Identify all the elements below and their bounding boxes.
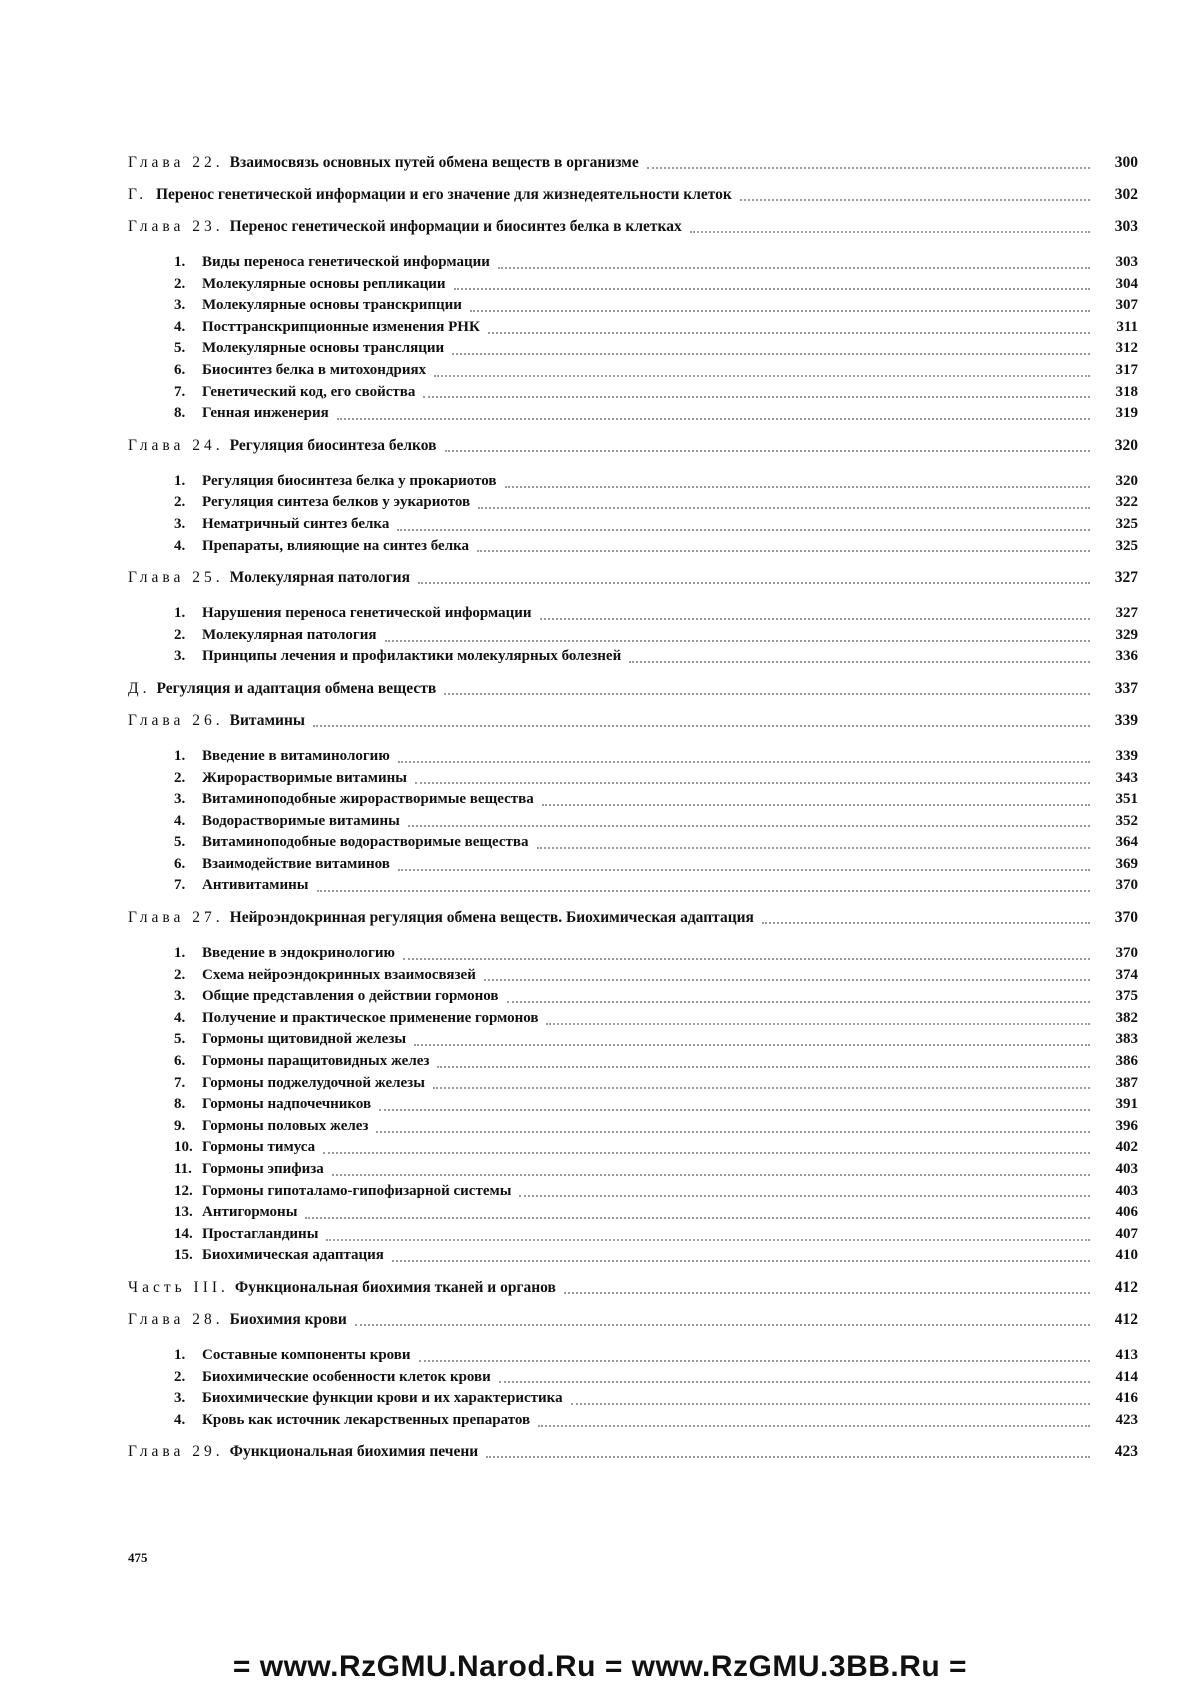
toc-entry-number: 4. (174, 537, 186, 554)
toc-item-row (128, 1410, 1138, 1432)
toc-entry-number: 11. (174, 1161, 192, 1177)
dot-leader (498, 257, 1090, 269)
dot-leader (305, 1207, 1090, 1219)
toc-entry-number: 4. (174, 812, 186, 829)
toc-chapter-row (128, 1441, 1138, 1463)
toc-entry-number: 6. (174, 1053, 186, 1070)
toc-item-row (128, 746, 1138, 768)
toc-entry-number: 5. (174, 340, 186, 357)
toc-entry-title: Перенос генетической информации и его значение для жизнедеятельности клеток (156, 186, 732, 203)
toc-item-row (128, 403, 1138, 425)
toc-item-row (128, 1181, 1138, 1203)
dot-leader (546, 1013, 1090, 1025)
dot-leader (499, 1371, 1090, 1383)
dot-leader (326, 1229, 1090, 1241)
toc-entry-title: Нейроэндокринная регуляция обмена веществ. Биохимическая адаптация (229, 909, 754, 927)
dot-leader (398, 859, 1090, 871)
toc-entry-number: Глава 28. (128, 1310, 224, 1328)
toc-entry-number: 2. (174, 626, 186, 643)
toc-item-row (128, 1202, 1138, 1224)
toc-entry-title: Регуляция синтеза белков у эукариотов (202, 494, 471, 511)
toc-page-number: 364 (1115, 834, 1138, 851)
toc-entry-title: Жирорастворимые витамины (202, 769, 408, 786)
dot-leader (537, 837, 1091, 849)
toc-chapter-row (128, 184, 1138, 206)
toc-entry-title: Генетический код, его свойства (202, 383, 416, 400)
dot-leader (444, 683, 1090, 695)
website-banner: = www.RzGMU.Narod.Ru = www.RzGMU.3BB.Ru = (232, 1650, 968, 1683)
toc-page-number: 423 (1114, 1443, 1138, 1461)
toc-page-number: 325 (1115, 537, 1138, 554)
dot-leader (488, 322, 1090, 334)
dot-leader (379, 1099, 1090, 1111)
dot-leader (332, 1164, 1090, 1176)
toc-item-row (128, 768, 1138, 790)
toc-item-row (128, 252, 1138, 274)
toc-item-row (128, 943, 1138, 965)
table-of-contents (128, 152, 1138, 1463)
toc-entry-number: 1. (174, 747, 186, 764)
toc-entry-title: Введение в эндокринологию (202, 945, 395, 962)
toc-item-row (128, 875, 1138, 897)
toc-entry-number: 3. (174, 791, 186, 808)
toc-entry-number: 3. (174, 988, 186, 1005)
dot-leader (323, 1142, 1090, 1154)
toc-page-number: 403 (1115, 1161, 1138, 1177)
toc-entry-number: 10. (174, 1139, 193, 1156)
toc-entry-title: Нарушения переноса генетической информации (202, 605, 532, 622)
toc-page-number: 412 (1114, 1310, 1138, 1328)
toc-item-row (128, 1367, 1138, 1389)
toc-page-number: 300 (1114, 154, 1138, 171)
toc-item-row (128, 360, 1138, 382)
toc-page-number: 382 (1115, 1009, 1138, 1026)
dot-leader (418, 572, 1090, 584)
toc-entry-number: 2. (174, 966, 186, 983)
toc-item-row (128, 1116, 1138, 1138)
dot-leader (740, 189, 1090, 201)
toc-entry-number: 9. (174, 1117, 186, 1134)
toc-entry-title: Молекулярная патология (202, 626, 377, 643)
toc-entry-title: Простагландины (202, 1225, 319, 1242)
dot-leader (433, 1077, 1090, 1089)
toc-entry-title: Функциональная биохимия печени (229, 1443, 479, 1461)
toc-item-row (128, 492, 1138, 514)
toc-entry-title: Биохимия крови (229, 1310, 347, 1328)
toc-entry-number: 1. (174, 605, 186, 622)
dot-leader (564, 1282, 1090, 1294)
toc-page-number: 406 (1115, 1204, 1138, 1221)
toc-entry-number: 3. (174, 648, 186, 665)
dot-leader (385, 630, 1091, 642)
dot-leader (355, 1314, 1090, 1326)
toc-page-number: 410 (1115, 1247, 1138, 1264)
toc-item-row (128, 1094, 1138, 1116)
toc-page-number: 320 (1115, 472, 1138, 489)
toc-entry-number: 3. (174, 1390, 186, 1407)
toc-item-row (128, 295, 1138, 317)
dot-leader (434, 365, 1090, 377)
toc-page-number: 369 (1115, 855, 1138, 872)
toc-entry-title: Молекулярные основы трансляции (202, 340, 445, 357)
toc-entry-title: Получение и практическое применение гормонов (202, 1009, 539, 1026)
toc-entry-title: Взаимосвязь основных путей обмена веществ в организме (229, 154, 639, 171)
toc-page-number: 339 (1115, 747, 1138, 764)
toc-entry-title: Составные компоненты крови (202, 1346, 411, 1363)
toc-entry-number: Глава 24. (128, 436, 224, 454)
toc-entry-title: Взаимодействие витаминов (202, 855, 390, 872)
toc-page-number: 303 (1114, 218, 1138, 235)
toc-entry-number: 14. (174, 1225, 193, 1242)
toc-page-number: 336 (1115, 648, 1138, 665)
dot-leader (392, 1250, 1090, 1262)
page-number: 475 (128, 1550, 148, 1565)
toc-entry-title: Гормоны эпифиза (202, 1161, 324, 1177)
toc-page-number: 423 (1115, 1411, 1138, 1428)
toc-entry-title: Генная инженерия (202, 405, 329, 422)
toc-page-number: 327 (1115, 605, 1138, 622)
toc-page-number: 320 (1114, 436, 1138, 454)
toc-chapter-row (128, 710, 1138, 732)
toc-page-number: 412 (1114, 1278, 1138, 1296)
toc-entry-number: 2. (174, 769, 186, 786)
dot-leader (540, 608, 1090, 620)
toc-entry-number: 4. (174, 1411, 186, 1428)
toc-entry-title: Перенос генетической информации и биосинтез белка в клетках (229, 218, 682, 235)
toc-item-row (128, 317, 1138, 339)
dot-leader (423, 386, 1090, 398)
toc-page-number: 319 (1115, 405, 1138, 422)
toc-page-number: 396 (1115, 1117, 1138, 1134)
toc-entry-number: 4. (174, 318, 186, 335)
toc-entry-number: 6. (174, 361, 186, 378)
toc-item-row (128, 603, 1138, 625)
toc-entry-number: 1. (174, 472, 186, 489)
toc-page-number: 318 (1115, 383, 1138, 400)
toc-item-row (128, 625, 1138, 647)
toc-item-row (128, 274, 1138, 296)
toc-entry-title: Молекулярные основы транскрипции (202, 297, 462, 314)
toc-item-row (128, 1388, 1138, 1410)
toc-page-number: 307 (1115, 297, 1138, 314)
toc-item-row (128, 965, 1138, 987)
toc-page-number: 383 (1115, 1031, 1138, 1048)
toc-chapter-row (128, 567, 1138, 589)
toc-item-row (128, 832, 1138, 854)
toc-chapter-row (128, 216, 1138, 238)
toc-entry-number: 3. (174, 515, 186, 532)
toc-item-row (128, 1137, 1138, 1159)
toc-entry-title: Гормоны тимуса (202, 1139, 316, 1156)
toc-page-number: 317 (1115, 361, 1138, 378)
toc-item-row (128, 986, 1138, 1008)
dot-leader (538, 1415, 1090, 1427)
toc-entry-number: 5. (174, 1031, 186, 1048)
toc-entry-title: Молекулярная патология (229, 569, 410, 587)
toc-entry-title: Биохимическая адаптация (202, 1247, 384, 1264)
toc-page-number: 351 (1115, 791, 1138, 808)
toc-item-row (128, 1159, 1138, 1181)
dot-leader (484, 969, 1090, 981)
dot-leader (419, 1350, 1090, 1362)
toc-entry-number: 2. (174, 1368, 186, 1385)
toc-chapter-row (128, 435, 1138, 457)
toc-item-row (128, 514, 1138, 536)
dot-leader (408, 815, 1090, 827)
toc-entry-number: 1. (174, 945, 186, 962)
dot-leader (398, 751, 1090, 763)
toc-entry-title: Гормоны надпочечников (202, 1096, 372, 1113)
toc-entry-title: Витамины (229, 711, 305, 729)
toc-entry-number: 13. (174, 1204, 193, 1221)
dot-leader (542, 794, 1090, 806)
toc-page-number: 311 (1116, 318, 1138, 335)
toc-item-row (128, 1345, 1138, 1367)
toc-entry-number: 7. (174, 877, 186, 894)
dot-leader (452, 343, 1090, 355)
toc-entry-number: 4. (174, 1009, 186, 1026)
toc-entry-number: Глава 26. (128, 711, 224, 729)
toc-page-number: 329 (1115, 626, 1138, 643)
toc-page-number: 391 (1115, 1096, 1138, 1113)
toc-entry-title: Биосинтез белка в митохондриях (202, 361, 427, 378)
toc-item-row (128, 471, 1138, 493)
toc-entry-title: Биохимические функции крови и их характеристика (202, 1390, 563, 1407)
toc-page-number: 416 (1115, 1390, 1138, 1407)
toc-entry-number: 8. (174, 405, 186, 422)
toc-entry-title: Молекулярные основы репликации (202, 275, 446, 292)
toc-item-row (128, 338, 1138, 360)
toc-chapter-row (128, 1277, 1138, 1299)
toc-entry-title: Биохимические особенности клеток крови (202, 1368, 491, 1385)
dot-leader (478, 497, 1090, 509)
toc-entry-title: Антивитамины (202, 877, 309, 894)
toc-item-row (128, 854, 1138, 876)
toc-item-row (128, 1073, 1138, 1095)
toc-page-number: 403 (1115, 1182, 1138, 1199)
toc-page-number: 386 (1115, 1053, 1138, 1070)
dot-leader (762, 912, 1090, 924)
dot-leader (415, 772, 1090, 784)
toc-entry-title: Гормоны паращитовидных желез (202, 1053, 430, 1070)
dot-leader (454, 278, 1090, 290)
toc-page-number: 375 (1115, 988, 1138, 1005)
toc-entry-title: Виды переноса генетической информации (202, 254, 490, 270)
toc-page-number: 304 (1115, 275, 1138, 292)
dot-leader (403, 948, 1090, 960)
dot-leader (571, 1393, 1090, 1405)
toc-entry-title: Гормоны гипоталамо-гипофизарной системы (202, 1182, 512, 1199)
toc-entry-title: Антигормоны (202, 1204, 298, 1221)
dot-leader (477, 540, 1090, 552)
toc-entry-number: Глава 25. (128, 569, 224, 587)
toc-item-row (128, 1029, 1138, 1051)
toc-entry-number: Часть III. (128, 1278, 229, 1296)
toc-page-number: 370 (1114, 909, 1138, 927)
toc-entry-title: Регуляция биосинтеза белков (229, 436, 437, 454)
dot-leader (647, 157, 1090, 169)
toc-entry-number: Глава 29. (128, 1443, 224, 1461)
toc-chapter-row (128, 1309, 1138, 1331)
dot-leader (437, 1056, 1090, 1068)
toc-entry-number: Глава 27. (128, 909, 224, 927)
toc-page-number: 322 (1115, 494, 1138, 511)
toc-entry-number: Глава 22. (128, 154, 224, 171)
toc-entry-number: 1. (174, 254, 186, 270)
dot-leader (486, 1446, 1090, 1458)
toc-entry-number: 2. (174, 494, 186, 511)
toc-entry-number: 7. (174, 1074, 186, 1091)
toc-entry-title: Схема нейроэндокринных взаимосвязей (202, 966, 476, 983)
toc-page-number: 302 (1114, 186, 1138, 203)
toc-entry-title: Регуляция и адаптация обмена веществ (156, 679, 437, 697)
toc-entry-number: 6. (174, 855, 186, 872)
dot-leader (313, 715, 1090, 727)
toc-entry-title: Кровь как источник лекарственных препаратов (202, 1411, 531, 1428)
toc-page-number: 402 (1115, 1139, 1138, 1156)
toc-entry-number: 7. (174, 383, 186, 400)
toc-page-number: 413 (1115, 1346, 1138, 1363)
toc-page-number: 370 (1115, 945, 1138, 962)
toc-entry-number: 8. (174, 1096, 186, 1113)
toc-chapter-row (128, 152, 1138, 174)
toc-item-row (128, 1245, 1138, 1267)
toc-page-number: 327 (1114, 569, 1138, 587)
toc-entry-title: Гормоны поджелудочной железы (202, 1074, 425, 1091)
toc-item-row (128, 382, 1138, 404)
dot-leader (519, 1185, 1090, 1197)
toc-chapter-row (128, 907, 1138, 929)
toc-item-row (128, 536, 1138, 558)
toc-page-number: 374 (1115, 966, 1138, 983)
dot-leader (505, 476, 1090, 488)
toc-entry-number: 2. (174, 275, 186, 292)
toc-page-number: 303 (1115, 254, 1138, 270)
toc-item-row (128, 1008, 1138, 1030)
dot-leader (470, 300, 1090, 312)
dot-leader (690, 221, 1090, 233)
toc-page-number: 339 (1114, 711, 1138, 729)
toc-entry-title: Принципы лечения и профилактики молекулярных болезней (202, 648, 622, 665)
toc-entry-number: Д. (128, 679, 151, 697)
toc-entry-title: Общие представления о действии гормонов (202, 988, 499, 1005)
dot-leader (507, 991, 1091, 1003)
toc-item-row (128, 1224, 1138, 1246)
toc-item-row (128, 811, 1138, 833)
toc-page-number: 370 (1115, 877, 1138, 894)
toc-entry-title: Препараты, влияющие на синтез белка (202, 537, 470, 554)
toc-page-number: 352 (1115, 812, 1138, 829)
toc-page-number: 387 (1115, 1074, 1138, 1091)
toc-page-number: 337 (1114, 679, 1138, 697)
toc-entry-title: Гормоны половых желез (202, 1117, 369, 1134)
dot-leader (414, 1034, 1090, 1046)
toc-page-number: 414 (1115, 1368, 1138, 1385)
toc-entry-title: Посттранскрипционные изменения РНК (202, 318, 480, 335)
toc-entry-title: Регуляция биосинтеза белка у прокариотов (202, 472, 497, 489)
toc-entry-title: Функциональная биохимия тканей и органов (234, 1278, 556, 1296)
toc-entry-title: Нематричный синтез белка (202, 515, 390, 532)
dot-leader (445, 440, 1090, 452)
toc-entry-number: 3. (174, 297, 186, 314)
dot-leader (337, 408, 1090, 420)
toc-entry-title: Введение в витаминологию (202, 747, 390, 764)
toc-page-number: 312 (1115, 340, 1138, 357)
toc-chapter-row (128, 678, 1138, 700)
toc-entry-number: 1. (174, 1346, 186, 1363)
toc-entry-title: Витаминоподобные жирорастворимые вещества (202, 791, 534, 808)
toc-entry-number: Г. (128, 186, 148, 203)
toc-entry-number: 15. (174, 1247, 193, 1264)
toc-entry-title: Витаминоподобные водорастворимые вещества (202, 834, 529, 851)
toc-entry-number: 5. (174, 834, 186, 851)
toc-item-row (128, 789, 1138, 811)
toc-item-row (128, 1051, 1138, 1073)
dot-leader (317, 880, 1091, 892)
toc-item-row (128, 646, 1138, 668)
dot-leader (376, 1121, 1090, 1133)
dot-leader (629, 651, 1090, 663)
dot-leader (397, 519, 1090, 531)
toc-page-number: 407 (1115, 1225, 1138, 1242)
toc-entry-number: 12. (174, 1182, 193, 1199)
toc-entry-title: Гормоны щитовидной железы (202, 1031, 407, 1048)
toc-entry-number: Глава 23. (128, 218, 224, 235)
toc-page-number: 325 (1115, 515, 1138, 532)
toc-entry-title: Водорастворимые витамины (202, 812, 400, 829)
toc-page-number: 343 (1115, 769, 1138, 786)
